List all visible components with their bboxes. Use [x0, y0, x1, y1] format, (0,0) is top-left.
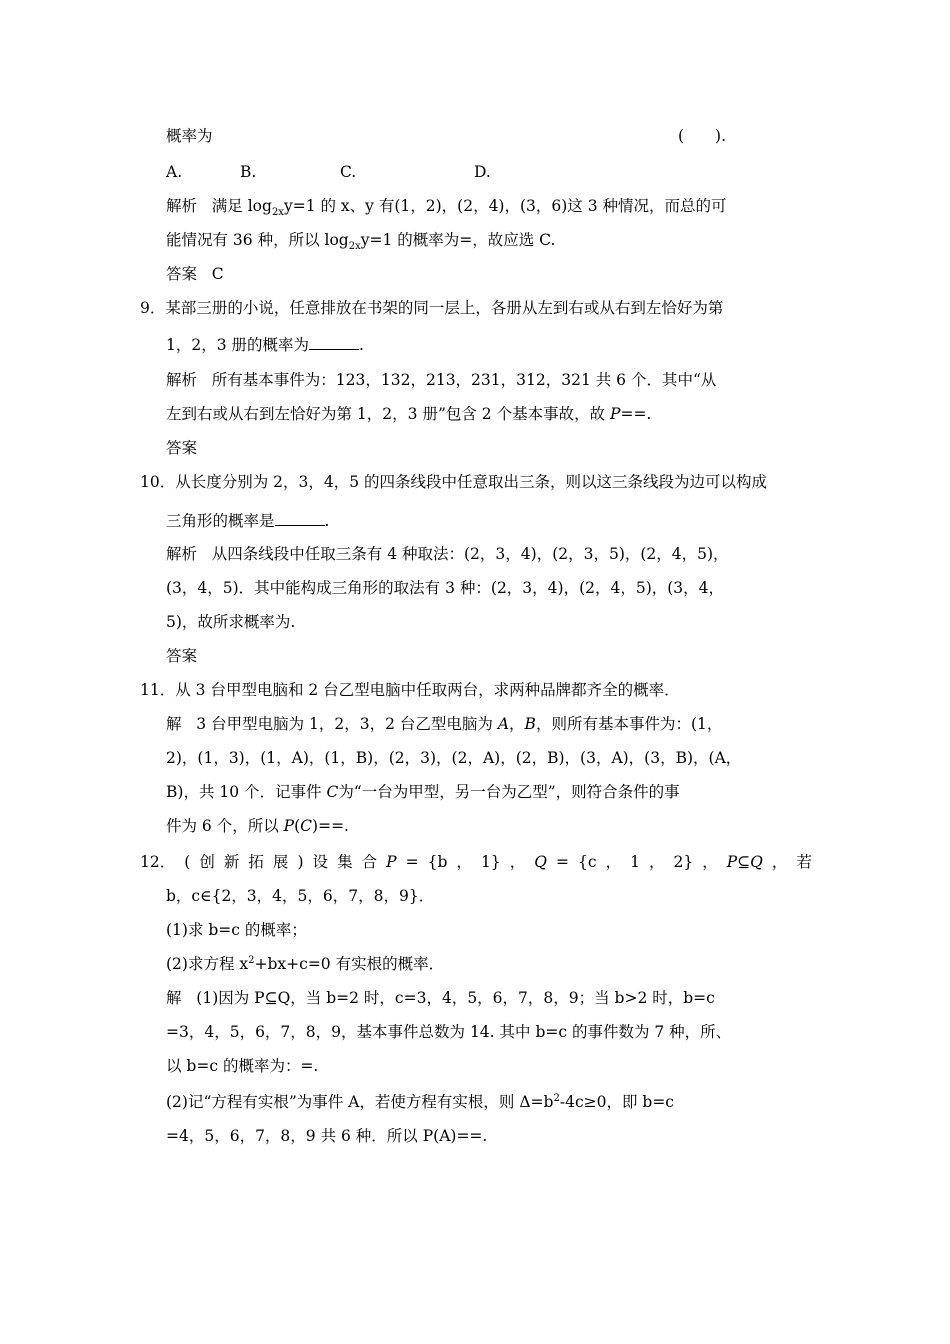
- p12-solution-line-3: 以 b=c 的概率为：=.: [166, 1057, 319, 1075]
- variable: B: [524, 715, 536, 733]
- text: 2}: [673, 853, 694, 871]
- p8-analysis-line-1: [166, 196, 727, 219]
- text: 为“一台为甲型，另一台为乙型”，则符合条件的事: [338, 783, 680, 801]
- text: .: [359, 336, 364, 354]
- text: ，: [509, 853, 526, 871]
- text: ==.: [620, 405, 652, 423]
- superscript: 2: [248, 954, 255, 966]
- solution-label: 解: [166, 989, 182, 1007]
- p12-solution-line-1: [166, 988, 715, 1008]
- text: 若: [796, 853, 812, 871]
- p9-analysis-line-1: [166, 370, 716, 390]
- p10-stem-line-2: [166, 510, 329, 531]
- text: ，: [605, 853, 622, 871]
- p8-option-b: B.: [240, 163, 257, 181]
- text: (2)记“方程有实根”为事件 A，若使方程有实根，则 Δ=b: [166, 1093, 554, 1111]
- text: -4c≥0，即 b=c: [559, 1093, 674, 1111]
- question-number: 10．: [140, 473, 176, 491]
- subscript: 2x: [271, 207, 284, 219]
- text: 设: [312, 853, 329, 871]
- p8-answer-paren: ( ).: [678, 127, 727, 145]
- variable: C: [300, 817, 313, 835]
- question-number: 9．: [140, 299, 166, 317]
- text: 1}: [480, 853, 501, 871]
- p10-analysis-line-3: 5)，故所求概率为.: [166, 613, 296, 631]
- text: 某部三册的小说，任意排放在书架的同一层上，各册从左到右或从右到左恰好为第: [165, 299, 724, 317]
- subscript: 2x: [348, 241, 361, 253]
- text: 1，2，3 册的概率为: [166, 336, 310, 354]
- p10-analysis-line-1: [166, 544, 729, 564]
- p12-question-1: (1)求 b=c 的概率；: [166, 921, 307, 939]
- p12-solution-line-4: [166, 1092, 674, 1112]
- text: (: [294, 817, 301, 835]
- p8-answer: [166, 264, 224, 284]
- text: 从长度分别为 2，3，4，5 的四条线段中任意取出三条，则以这三条线段为边可以构成: [175, 473, 768, 491]
- p9-stem-line-1: [140, 298, 723, 318]
- p11-stem: [140, 680, 680, 700]
- text: =: [405, 853, 419, 871]
- text: ，: [771, 853, 788, 871]
- solution-label: 解: [166, 715, 182, 733]
- text: 件为 6 个，所以: [166, 817, 284, 835]
- text: 左到右或从右到左恰好为第 1，2，3 册”包含 2 个基本事故，故: [166, 405, 611, 423]
- text: B)，共 10 个．记事件: [166, 783, 327, 801]
- p12-question-2: [166, 954, 444, 974]
- p9-analysis-line-2: [166, 404, 651, 424]
- text: 集: [337, 853, 353, 871]
- analysis-label: 解析: [166, 197, 198, 215]
- text: 能情况有 36 种，所以 log: [166, 231, 349, 249]
- text: 合: [361, 853, 378, 871]
- text: ，: [648, 853, 665, 871]
- text: 从四条线段中任取三条有 4 种取法：(2，3，4)，(2，3，5)，(2，4，5)，: [211, 545, 729, 563]
- text: ): [297, 853, 304, 871]
- p11-solution-line-1: [166, 714, 722, 734]
- p11-solution-line-2: 2)，(1，3)，(1，A)，(1，B)，(2，3)，(2，A)，(2，B)，(3，A)，(3，B)，(A，: [166, 749, 742, 767]
- answer-label: 答案: [166, 265, 198, 283]
- answer-blank: [275, 510, 325, 526]
- variable: A: [497, 715, 510, 733]
- justified-line: [140, 852, 812, 872]
- text: 创: [199, 853, 215, 871]
- question-number: 12．: [140, 853, 176, 871]
- text: (: [184, 853, 191, 871]
- text: {b: [427, 853, 448, 871]
- variable: C: [326, 783, 339, 801]
- text: 从 3 台甲型电脑和 2 台乙型电脑中任取两台，求两种品牌都齐全的概率．: [175, 681, 680, 699]
- p10-stem-line-1: [140, 472, 767, 492]
- superscript: 2: [553, 1092, 560, 1104]
- p9-answer-label: 答案: [166, 439, 198, 457]
- p8-option-c: C.: [340, 163, 357, 181]
- p8-option-d: D.: [474, 163, 491, 181]
- text: 1: [630, 853, 640, 871]
- text: 所有基本事件为：123，132，213，231，312，321 共 6 个．其中“从: [211, 371, 717, 389]
- text: 新: [223, 853, 240, 871]
- text: ，: [509, 715, 525, 733]
- p12-stem-line-2: b，c∈{2，3，4，5，6，7，8，9}．: [166, 887, 435, 905]
- text: (2)求方程 x: [166, 955, 249, 973]
- p12-solution-line-2: =3，4，5，6，7，8，9，基本事件总数为 14. 其中 b=c 的事件数为 7 种，所、: [166, 1023, 732, 1041]
- text: 展: [272, 853, 289, 871]
- analysis-label: 解析: [166, 371, 198, 389]
- variable: Q: [534, 853, 547, 871]
- text: ，: [456, 853, 472, 871]
- text: {c: [577, 853, 597, 871]
- text: =: [555, 853, 569, 871]
- variable: P⊆Q: [726, 853, 763, 871]
- variable: P: [386, 853, 397, 871]
- text: 满足 log: [211, 197, 272, 215]
- variable: P: [610, 405, 621, 423]
- text: ，则所有基本事件为：(1，: [535, 715, 723, 733]
- p8-analysis-line-2: [166, 230, 556, 253]
- p11-solution-line-3: [166, 782, 680, 802]
- text: (1)因为 P⊆Q，当 b=2 时，c=3，4，5，6，7，8，9；当 b>2 时，b=c: [196, 989, 715, 1007]
- answer-blank: [309, 334, 359, 350]
- text: 三角形的概率是: [166, 512, 275, 530]
- p12-stem-line-1: [140, 852, 812, 872]
- text: 拓: [248, 853, 264, 871]
- answer-value: C: [211, 265, 224, 283]
- question-number: 11．: [140, 681, 176, 699]
- p12-solution-line-5: =4，5，6，7，8，9 共 6 种．所以 P(A)==.: [166, 1127, 488, 1145]
- analysis-label: 解析: [166, 545, 198, 563]
- text: 3 台甲型电脑为 1，2，3，2 台乙型电脑为: [196, 715, 498, 733]
- p10-analysis-line-2: (3，4，5)．其中能构成三角形的取法有 3 种：(2，3，4)，(2，4，5)，(3，4，: [166, 579, 725, 597]
- p8-option-a: A.: [166, 163, 183, 181]
- text: +bx+c=0 有实根的概率．: [254, 955, 445, 973]
- text: ，: [702, 853, 718, 871]
- p10-answer-label: 答案: [166, 647, 198, 665]
- text: .: [324, 512, 330, 530]
- text: y=1 的 x、y 有(1，2)，(2，4)，(3，6)这 3 种情况，而总的可: [283, 197, 727, 215]
- p11-solution-line-4: [166, 816, 349, 836]
- p9-stem-line-2: [166, 334, 364, 355]
- p8-stem-tail: 概率为: [166, 127, 213, 145]
- text: )==.: [312, 817, 349, 835]
- text: y=1 的概率为=，故应选 C.: [360, 231, 556, 249]
- variable: P: [283, 817, 295, 835]
